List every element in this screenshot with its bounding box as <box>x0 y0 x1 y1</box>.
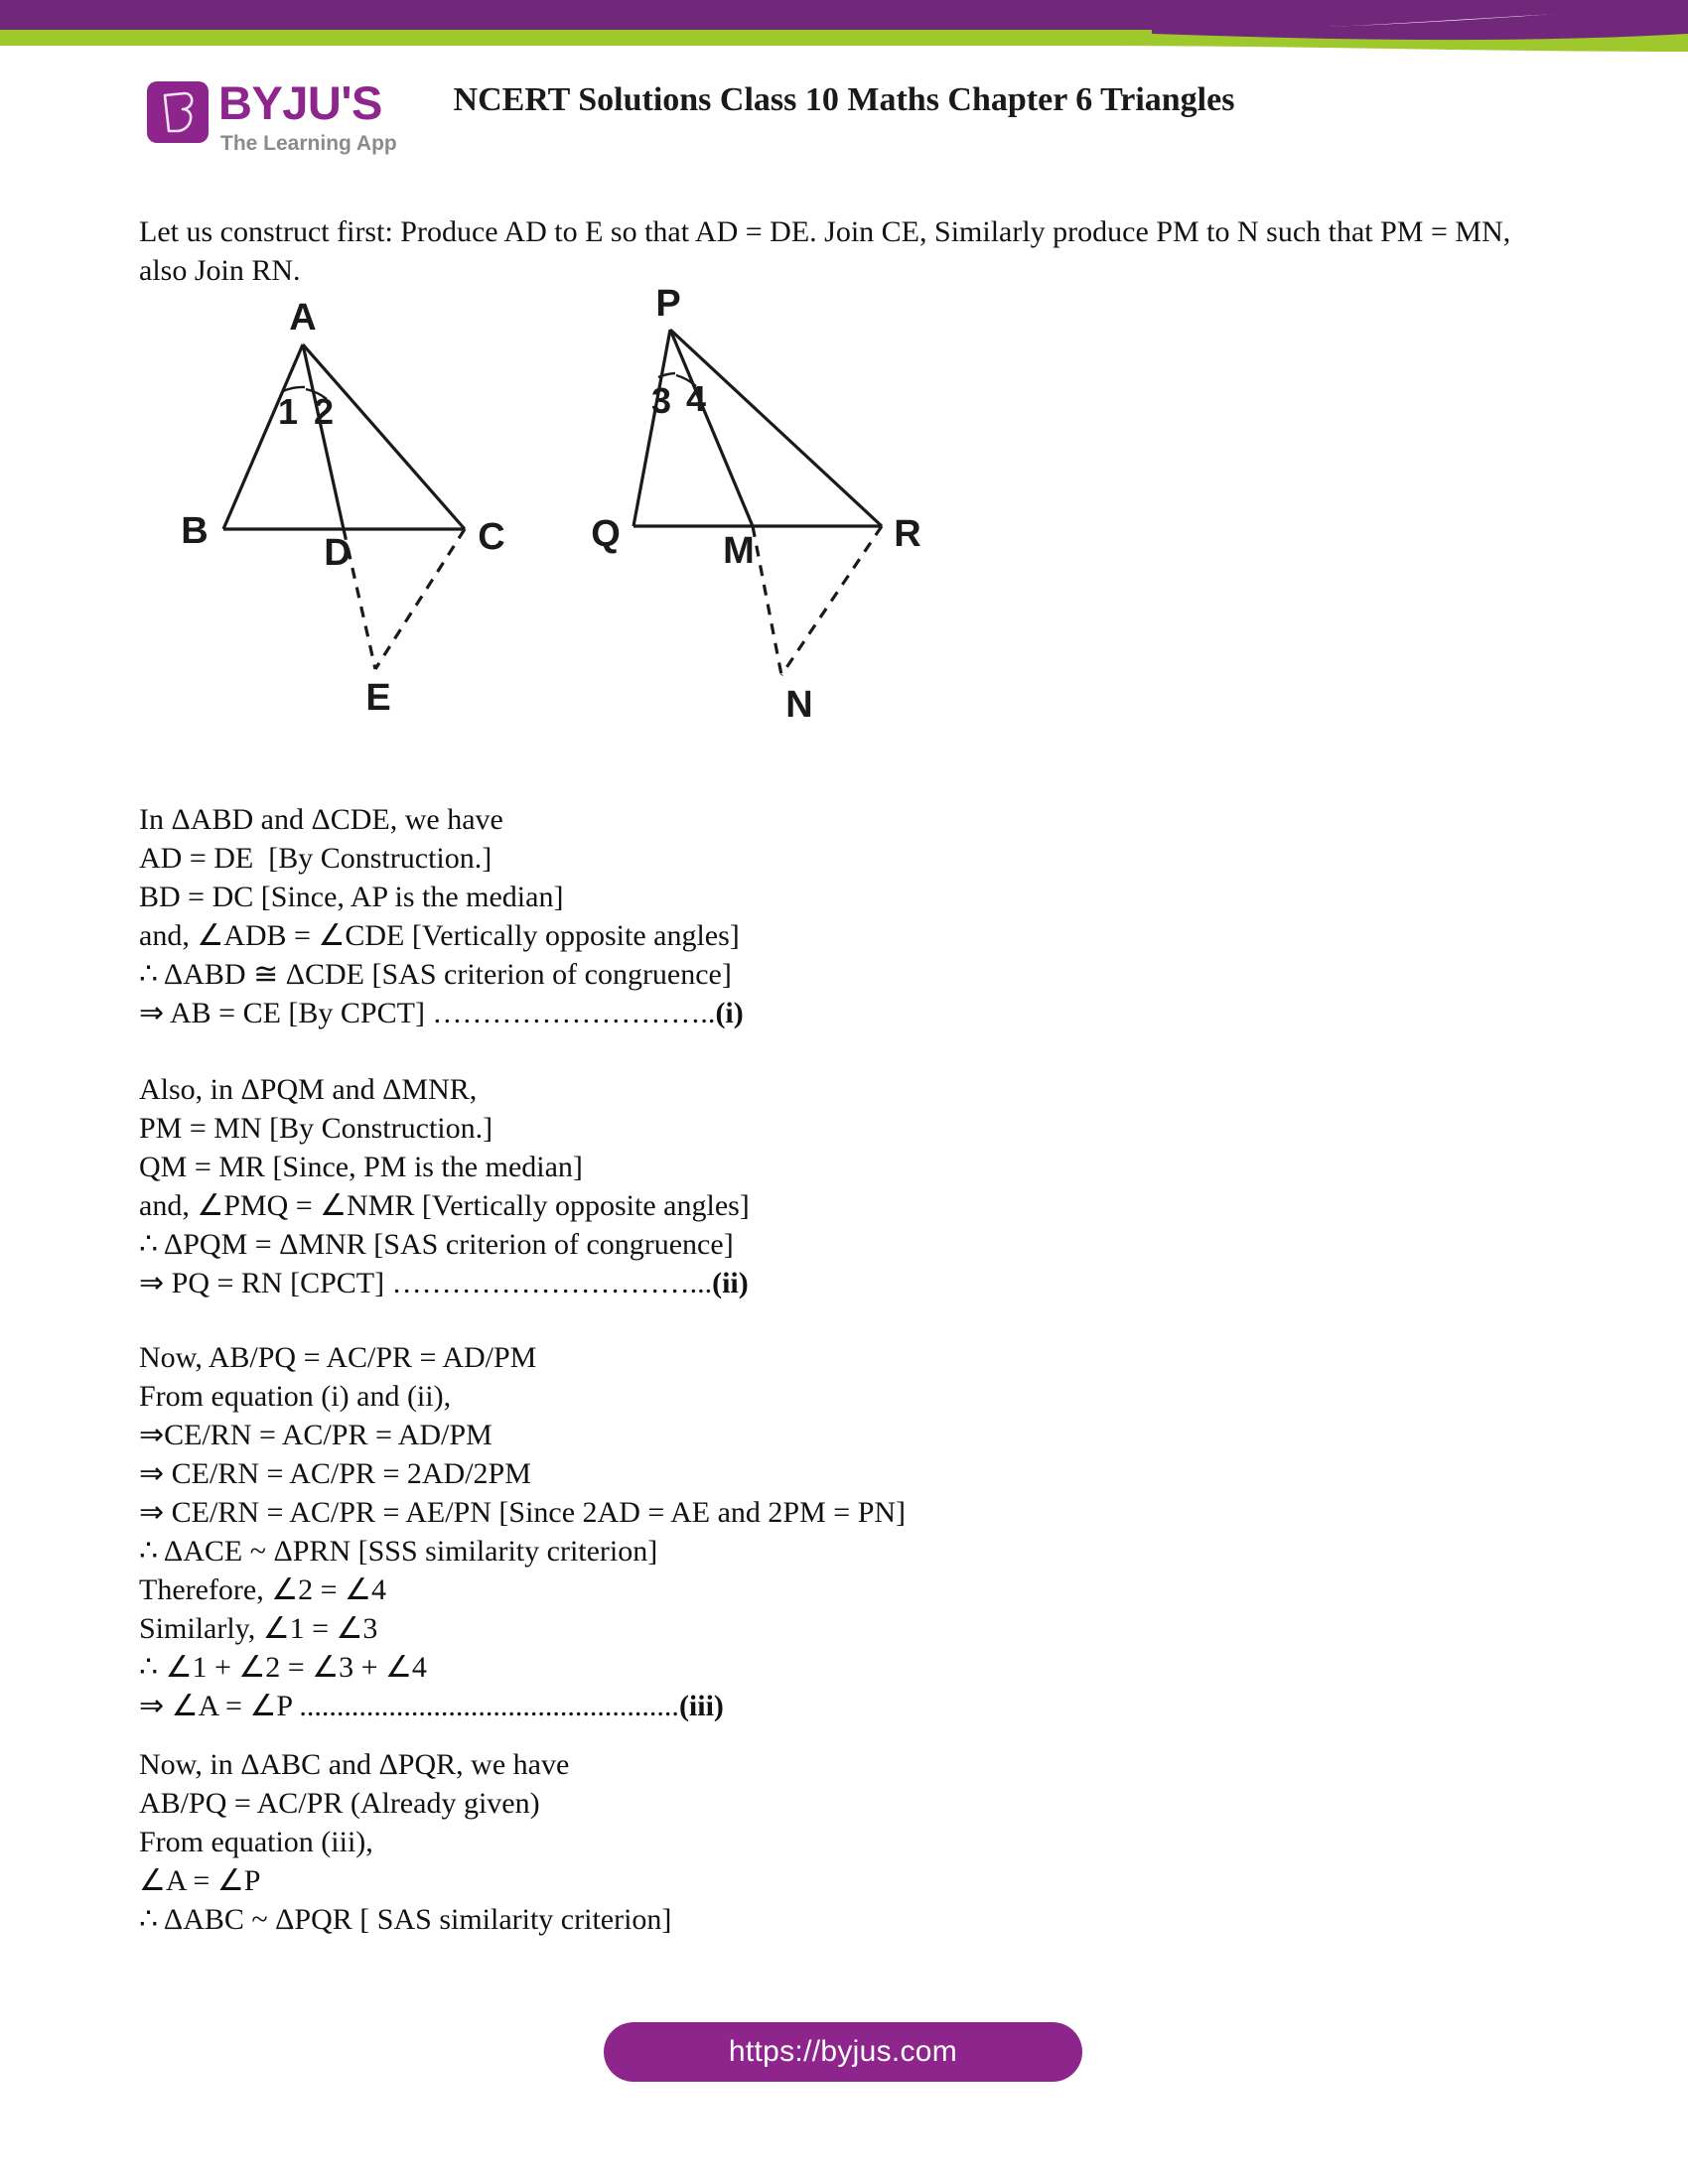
proof-line: From equation (i) and (ii), <box>139 1380 452 1413</box>
proof-block-3 <box>139 1338 1559 1725</box>
header-decoration <box>0 0 1688 60</box>
proof-block-2 <box>139 1070 1559 1302</box>
triangles-figure <box>149 280 1023 727</box>
proof-line: PM = MN [By Construction.] <box>139 1112 493 1145</box>
proof-line: ⇒ PQ = RN [CPCT] …………………………...(ii) <box>139 1267 749 1299</box>
angle-label-2: 2 <box>313 391 335 432</box>
proof-line: ∴ ΔACE ~ ΔPRN [SSS similarity criterion] <box>139 1535 658 1568</box>
proof-line: ∴ ΔPQM = ΔMNR [SAS criterion of congruence] <box>139 1228 734 1261</box>
proof-line: From equation (iii), <box>139 1826 373 1858</box>
edge-PQ <box>633 330 670 526</box>
proof-line: Now, AB/PQ = AC/PR = AD/PM <box>139 1341 537 1374</box>
vertex-label-D: D <box>324 532 352 574</box>
edge-MN-dashed <box>753 526 781 675</box>
proof-block-4 <box>139 1745 1559 1939</box>
proof-line: and, ∠ADB = ∠CDE [Vertically opposite angles] <box>139 919 740 952</box>
proof-line: ∴ ΔABC ~ ΔPQR [ SAS similarity criterion] <box>139 1903 672 1936</box>
edge-CE-dashed <box>375 529 465 669</box>
proof-line: ⇒ ∠A = ∠P ...................................................(iii) <box>139 1690 724 1722</box>
proof-line: BD = DC [Since, AP is the median] <box>139 881 564 913</box>
byjus-url-button[interactable]: https://byjus.com <box>604 2022 1082 2082</box>
proof-line: AB/PQ = AC/PR (Already given) <box>139 1787 540 1820</box>
vertex-label-Q: Q <box>591 513 621 555</box>
vertex-label-P: P <box>655 283 681 325</box>
proof-line: ∴ ∠1 + ∠2 = ∠3 + ∠4 <box>139 1651 427 1684</box>
vertex-label-N: N <box>785 684 813 726</box>
edge-AD-median <box>303 344 344 529</box>
proof-line: ∴ ΔABD ≅ ΔCDE [SAS criterion of congruence] <box>139 958 732 991</box>
vertex-label-E: E <box>365 677 391 719</box>
intro-paragraph: Let us construct first: Produce AD to E so that AD = DE. Join CE, Similarly produce PM to N such that PM = MN, also Join RN. <box>139 215 1518 287</box>
vertex-label-R: R <box>894 513 921 555</box>
proof-line: ⇒ CE/RN = AC/PR = AE/PN [Since 2AD = AE and 2PM = PN] <box>139 1496 907 1529</box>
left-triangle-diagram <box>181 297 504 719</box>
byjus-tagline: The Learning App <box>220 132 397 155</box>
proof-line: Similarly, ∠1 = ∠3 <box>139 1612 378 1645</box>
proof-line: ⇒ CE/RN = AC/PR = 2AD/2PM <box>139 1457 531 1490</box>
proof-line: Also, in ΔPQM and ΔMNR, <box>139 1073 478 1106</box>
proof-line: ⇒ AB = CE [By CPCT] ………………………..(i) <box>139 997 744 1029</box>
vertex-label-M: M <box>723 530 755 572</box>
proof-line: ⇒CE/RN = AC/PR = AD/PM <box>139 1419 492 1451</box>
angle-label-4: 4 <box>685 378 707 419</box>
edge-RN-dashed <box>781 526 882 675</box>
proof-line: QM = MR [Since, PM is the median] <box>139 1151 583 1183</box>
proof-line: AD = DE [By Construction.] <box>139 842 492 875</box>
right-triangle-diagram <box>591 283 921 726</box>
proof-block-1 <box>139 800 1559 1032</box>
edge-AB <box>223 344 303 529</box>
edge-PR <box>670 330 882 526</box>
angle-label-1: 1 <box>277 391 299 432</box>
proof-line: and, ∠PMQ = ∠NMR [Vertically opposite angles] <box>139 1189 750 1222</box>
vertex-label-B: B <box>181 510 209 552</box>
angle-label-3: 3 <box>650 380 672 421</box>
proof-line: ∠A = ∠P <box>139 1864 261 1897</box>
edge-AC <box>303 344 465 529</box>
proof-line: In ΔABD and ΔCDE, we have <box>139 803 503 836</box>
proof-line: Therefore, ∠2 = ∠4 <box>139 1573 386 1606</box>
page-title: NCERT Solutions Class 10 Maths Chapter 6 Triangles <box>453 81 1235 118</box>
proof-line: Now, in ΔABC and ΔPQR, we have <box>139 1748 570 1781</box>
edge-PM-median <box>670 330 753 526</box>
byjus-wordmark: BYJU'S <box>218 76 382 129</box>
vertex-label-C: C <box>478 516 505 558</box>
vertex-label-A: A <box>289 297 317 339</box>
